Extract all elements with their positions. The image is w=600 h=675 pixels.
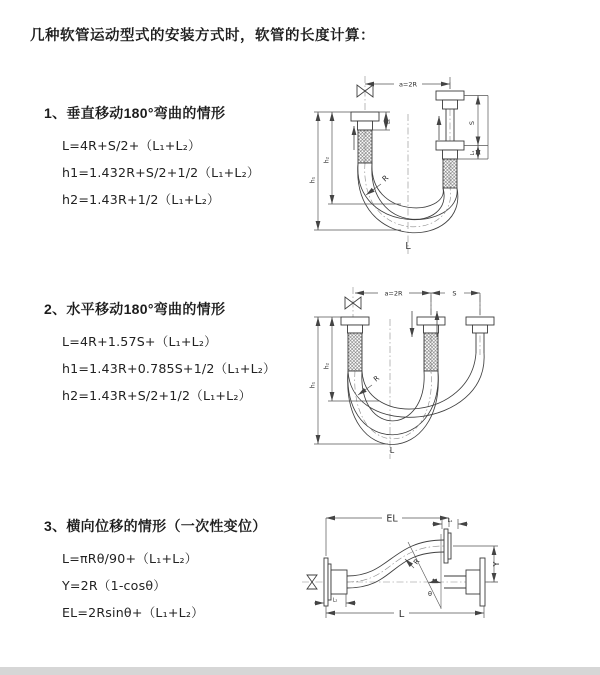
dimension-labels (333, 514, 501, 621)
dim-label-radius: R (372, 374, 382, 384)
right-fitting (466, 317, 494, 353)
diagram-lateral-displacement (296, 506, 600, 661)
formula-y: Y=2R（1-cosθ） (62, 578, 167, 593)
dimensions (314, 293, 480, 444)
section-1-heading: 1、垂直移动180°弯曲的情形 (44, 105, 226, 121)
dim-label-length: L (398, 609, 405, 620)
dimensions (314, 518, 498, 618)
section-2-heading: 2、水平移动180°弯曲的情形 (44, 301, 226, 317)
dim-label-fitting1: L₁ (447, 518, 453, 524)
formula-h2: h2=1.43R+S/2+1/2（L₁+L₂） (62, 388, 252, 403)
section-2-text (44, 299, 316, 409)
diagram-vertical-180 (308, 68, 590, 258)
hose-curves (348, 353, 484, 445)
formula-length: L=4R+S/2+（L₁+L₂） (62, 138, 201, 153)
braid-section (424, 333, 438, 371)
page-title: 几种软管运动型式的安装方式时，软管的长度计算： (30, 28, 375, 44)
dim-label-offset: S (468, 120, 476, 126)
section-2-formulas (44, 328, 316, 409)
dim-label-fitting-right: L₁ (470, 150, 476, 156)
dimension-labels (310, 290, 457, 456)
dim-label-length: L (405, 241, 411, 252)
page-bottom-edge (0, 667, 600, 675)
formula-h1: h1=1.43R+0.785S+1/2（L₁+L₂） (62, 361, 276, 376)
dim-label-width: a=2R (398, 80, 418, 89)
dim-label-fitting2: L₂ (332, 597, 338, 604)
formula-length: L=4R+1.57S+（L₁+L₂） (62, 334, 217, 349)
diagram-vertical-180-drawing (308, 68, 590, 258)
left-fitting (351, 112, 379, 163)
braid-section (358, 130, 372, 163)
formula-length: L=πRθ/90+（L₁+L₂） (62, 551, 198, 566)
dim-label-span: EL (386, 513, 398, 525)
dim-label-angle: θ (428, 590, 432, 598)
formula-h2: h2=1.43R+1/2（L₁+L₂） (62, 192, 220, 207)
section-3-text (44, 516, 316, 626)
section-1-formulas (44, 132, 316, 213)
dim-label-h2: h₂ (323, 362, 331, 370)
braid-section (348, 333, 362, 371)
dim-label-offset: Y (492, 561, 501, 567)
formula-h1: h1=1.432R+S/2+1/2（L₁+L₂） (62, 165, 260, 180)
diagram-horizontal-180-drawing (308, 281, 590, 466)
dim-label-h1: h₁ (309, 381, 317, 389)
dim-label-fitting-left: L₁ (386, 119, 392, 124)
dim-label-width: a=2R (384, 289, 403, 298)
section-3-formulas (44, 545, 316, 626)
centerlines (353, 287, 480, 459)
left-fitting (341, 317, 369, 371)
dim-label-radius: R (380, 173, 391, 184)
formula-el: EL=2Rsinθ+（L₁+L₂） (62, 605, 204, 620)
dim-label-radius: R (412, 557, 422, 567)
dim-label-length: L (389, 446, 395, 455)
braid-section (443, 159, 457, 188)
dim-label-h2: h₂ (323, 156, 331, 164)
angle-construction (405, 534, 441, 609)
diagram-horizontal-180 (308, 281, 590, 466)
dim-label-h1: h₁ (309, 176, 317, 184)
dim-label-offset: S (452, 289, 457, 298)
section-3-heading: 3、横向位移的情形（一次性变位） (44, 518, 267, 534)
centerlines (365, 76, 450, 254)
upper-fitting (444, 529, 451, 563)
section-1-text (44, 103, 316, 213)
middle-fitting (417, 317, 445, 371)
diagram-lateral-drawing (296, 506, 600, 661)
